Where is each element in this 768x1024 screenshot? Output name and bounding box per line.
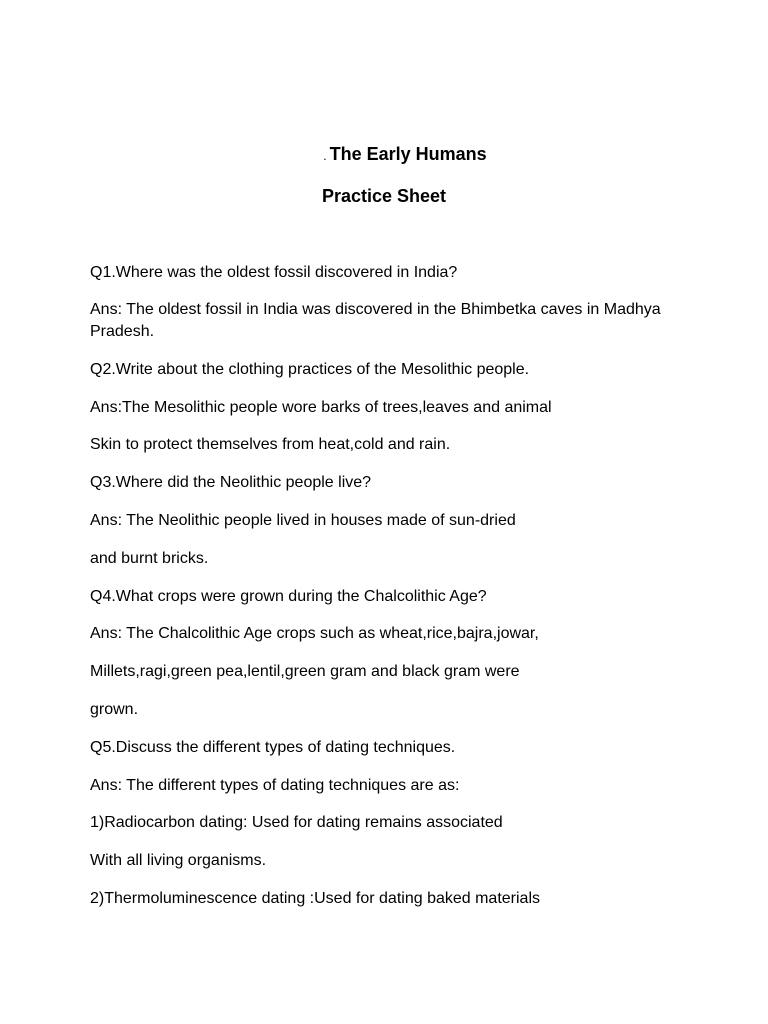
answer-1-line-2: Pradesh. (90, 323, 155, 340)
question-3: Q3.Where did the Neolithic people live? (90, 474, 372, 491)
page-subtitle: Practice Sheet (321, 186, 447, 206)
answer-4-line-2: Millets,ragi,green pea,lentil,green gram and black gram were (90, 663, 520, 680)
answer-5-line-1: Ans: The different types of dating techniques are as: (90, 777, 460, 794)
page-title (0, 143, 768, 167)
question-2: Q2.Write about the clothing practices of the Mesolithic people. (90, 361, 530, 378)
title-dot: . (323, 149, 327, 163)
answer-5-line-3: With all living organisms. (90, 852, 267, 869)
answer-5-line-2: 1)Radiocarbon dating: Used for dating remains associated (90, 814, 503, 831)
answer-2-line-2: Skin to protect themselves from heat,cold and rain. (90, 436, 451, 453)
answer-4-line-3: grown. (90, 701, 139, 718)
answer-5-line-4: 2)Thermoluminescence dating :Used for dating baked materials (90, 890, 541, 907)
title-text: The Early Humans (329, 144, 487, 164)
question-4: Q4.What crops were grown during the Chalcolithic Age? (90, 588, 487, 605)
answer-1-line-1: Ans: The oldest fossil in India was discovered in the Bhimbetka caves in Madhya (90, 301, 661, 318)
question-5: Q5.Discuss the different types of dating techniques. (90, 739, 456, 756)
answer-4-line-1: Ans: The Chalcolithic Age crops such as wheat,rice,bajra,jowar, (90, 625, 539, 642)
question-1: Q1.Where was the oldest fossil discovered in India? (90, 264, 458, 281)
answer-3-line-1: Ans: The Neolithic people lived in houses made of sun-dried (90, 512, 516, 529)
answer-3-line-2: and burnt bricks. (90, 550, 209, 567)
answer-2-line-1: Ans:The Mesolithic people wore barks of trees,leaves and animal (90, 399, 552, 416)
